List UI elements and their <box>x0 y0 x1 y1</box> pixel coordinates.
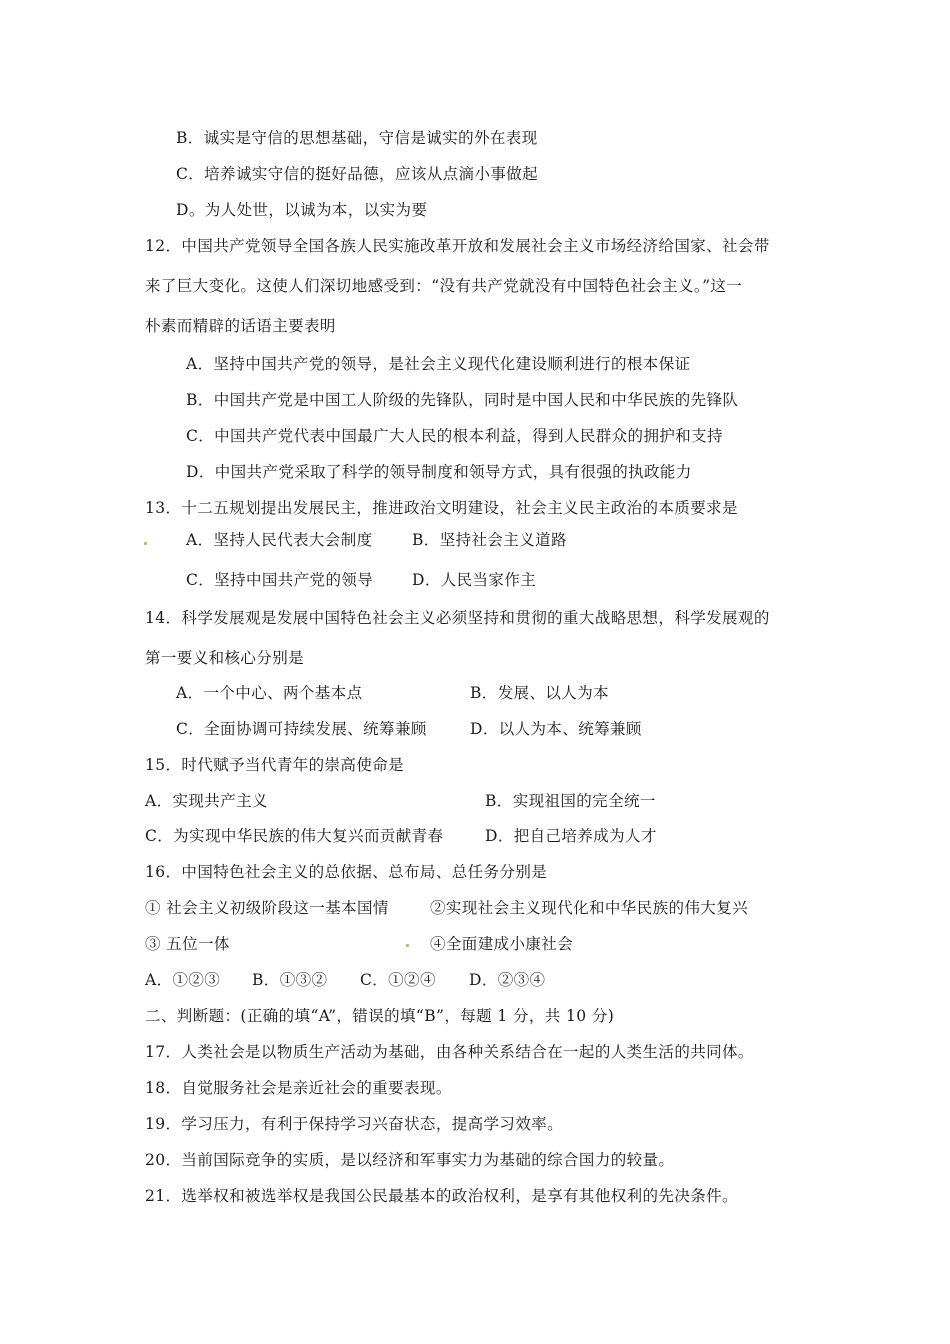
q12-stem-line2: 来了巨大变化。这使人们深切地感受到：“没有共产党就没有中国特色社会主义。”这一 <box>145 277 743 295</box>
speck-mark <box>406 944 409 947</box>
q20-statement: 20．当前国际竞争的实质，是以经济和军事实力为基础的综合国力的较量。 <box>145 1151 675 1169</box>
q16-option-b: B．①③② <box>252 971 328 989</box>
q15-option-b: B．实现祖国的完全统一 <box>485 792 656 810</box>
q12-stem-line3: 朴素而精辟的话语主要表明 <box>145 317 336 335</box>
q14-option-c: C．全面协调可持续发展、统筹兼顾 <box>176 720 427 738</box>
q16-option-d: D．②③④ <box>469 971 546 989</box>
q16-item-3: ③ 五位一体 <box>145 935 230 953</box>
q11-option-b: B．诚实是守信的思想基础，守信是诚实的外在表现 <box>176 129 538 147</box>
q14-stem-line1: 14．科学发展观是发展中国特色社会主义必须坚持和贯彻的重大战略思想，科学发展观的 <box>145 609 770 627</box>
q13-option-a: A．坚持人民代表大会制度 <box>186 531 373 549</box>
speck-mark <box>144 542 147 545</box>
q11-option-c: C．培养诚实守信的挺好品德，应该从点滴小事做起 <box>176 165 539 183</box>
q13-option-b: B．坚持社会主义道路 <box>412 531 567 549</box>
q16-item-2: ②实现社会主义现代化和中华民族的伟大复兴 <box>430 899 749 917</box>
q19-statement: 19．学习压力，有利于保持学习兴奋状态，提高学习效率。 <box>145 1115 564 1133</box>
q17-statement: 17．人类社会是以物质生产活动为基础，由各种关系结合在一起的人类生活的共同体。 <box>145 1043 754 1061</box>
q12-option-d: D．中国共产党采取了科学的领导制度和领导方式，具有很强的执政能力 <box>186 463 692 481</box>
q12-stem-line1: 12．中国共产党领导全国各族人民实施改革开放和发展社会主义市场经济给国家、社会带 <box>145 237 770 255</box>
q13-option-d: D．人民当家作主 <box>412 571 537 589</box>
q12-option-a: A．坚持中国共产党的领导，是社会主义现代化建设顺利进行的根本保证 <box>186 355 691 373</box>
q16-item-4: ④全面建成小康社会 <box>430 935 574 953</box>
q15-option-d: D．把自己培养成为人才 <box>485 827 657 845</box>
q13-option-c: C．坚持中国共产党的领导 <box>186 571 374 589</box>
q16-item-1: ① 社会主义初级阶段这一基本国情 <box>145 899 389 917</box>
q11-option-d: D。为人处世，以诚为本，以实为要 <box>176 201 428 219</box>
q12-option-c: C．中国共产党代表中国最广大人民的根本利益，得到人民群众的拥护和支持 <box>186 427 723 445</box>
q15-option-a: A．实现共产主义 <box>145 792 268 810</box>
q13-stem: 13．十二五规划提出发展民主，推进政治文明建设，社会主义民主政治的本质要求是 <box>145 499 738 517</box>
q16-option-a: A．①②③ <box>145 971 221 989</box>
q14-stem-line2: 第一要义和核心分别是 <box>145 649 305 667</box>
q18-statement: 18．自觉服务社会是亲近社会的重要表现。 <box>145 1079 452 1097</box>
q15-option-c: C．为实现中华民族的伟大复兴而贡献青春 <box>145 827 444 845</box>
q21-statement: 21．选举权和被选举权是我国公民最基本的政治权利，是享有其他权利的先决条件。 <box>145 1187 738 1205</box>
q16-stem: 16．中国特色社会主义的总依据、总布局、总任务分别是 <box>145 863 548 881</box>
q14-option-b: B．发展、以人为本 <box>470 684 609 702</box>
q14-option-a: A．一个中心、两个基本点 <box>176 684 363 702</box>
section2-heading: 二、判断题：(正确的填“A”，错误的填“B”，每题 1 分，共 10 分) <box>145 1007 615 1025</box>
q14-option-d: D．以人为本、统筹兼顾 <box>470 720 642 738</box>
q12-option-b: B．中国共产党是中国工人阶级的先锋队，同时是中国人民和中华民族的先锋队 <box>186 391 739 409</box>
q16-option-c: C．①②④ <box>360 971 436 989</box>
q15-stem: 15．时代赋予当代青年的崇高使命是 <box>145 756 405 774</box>
